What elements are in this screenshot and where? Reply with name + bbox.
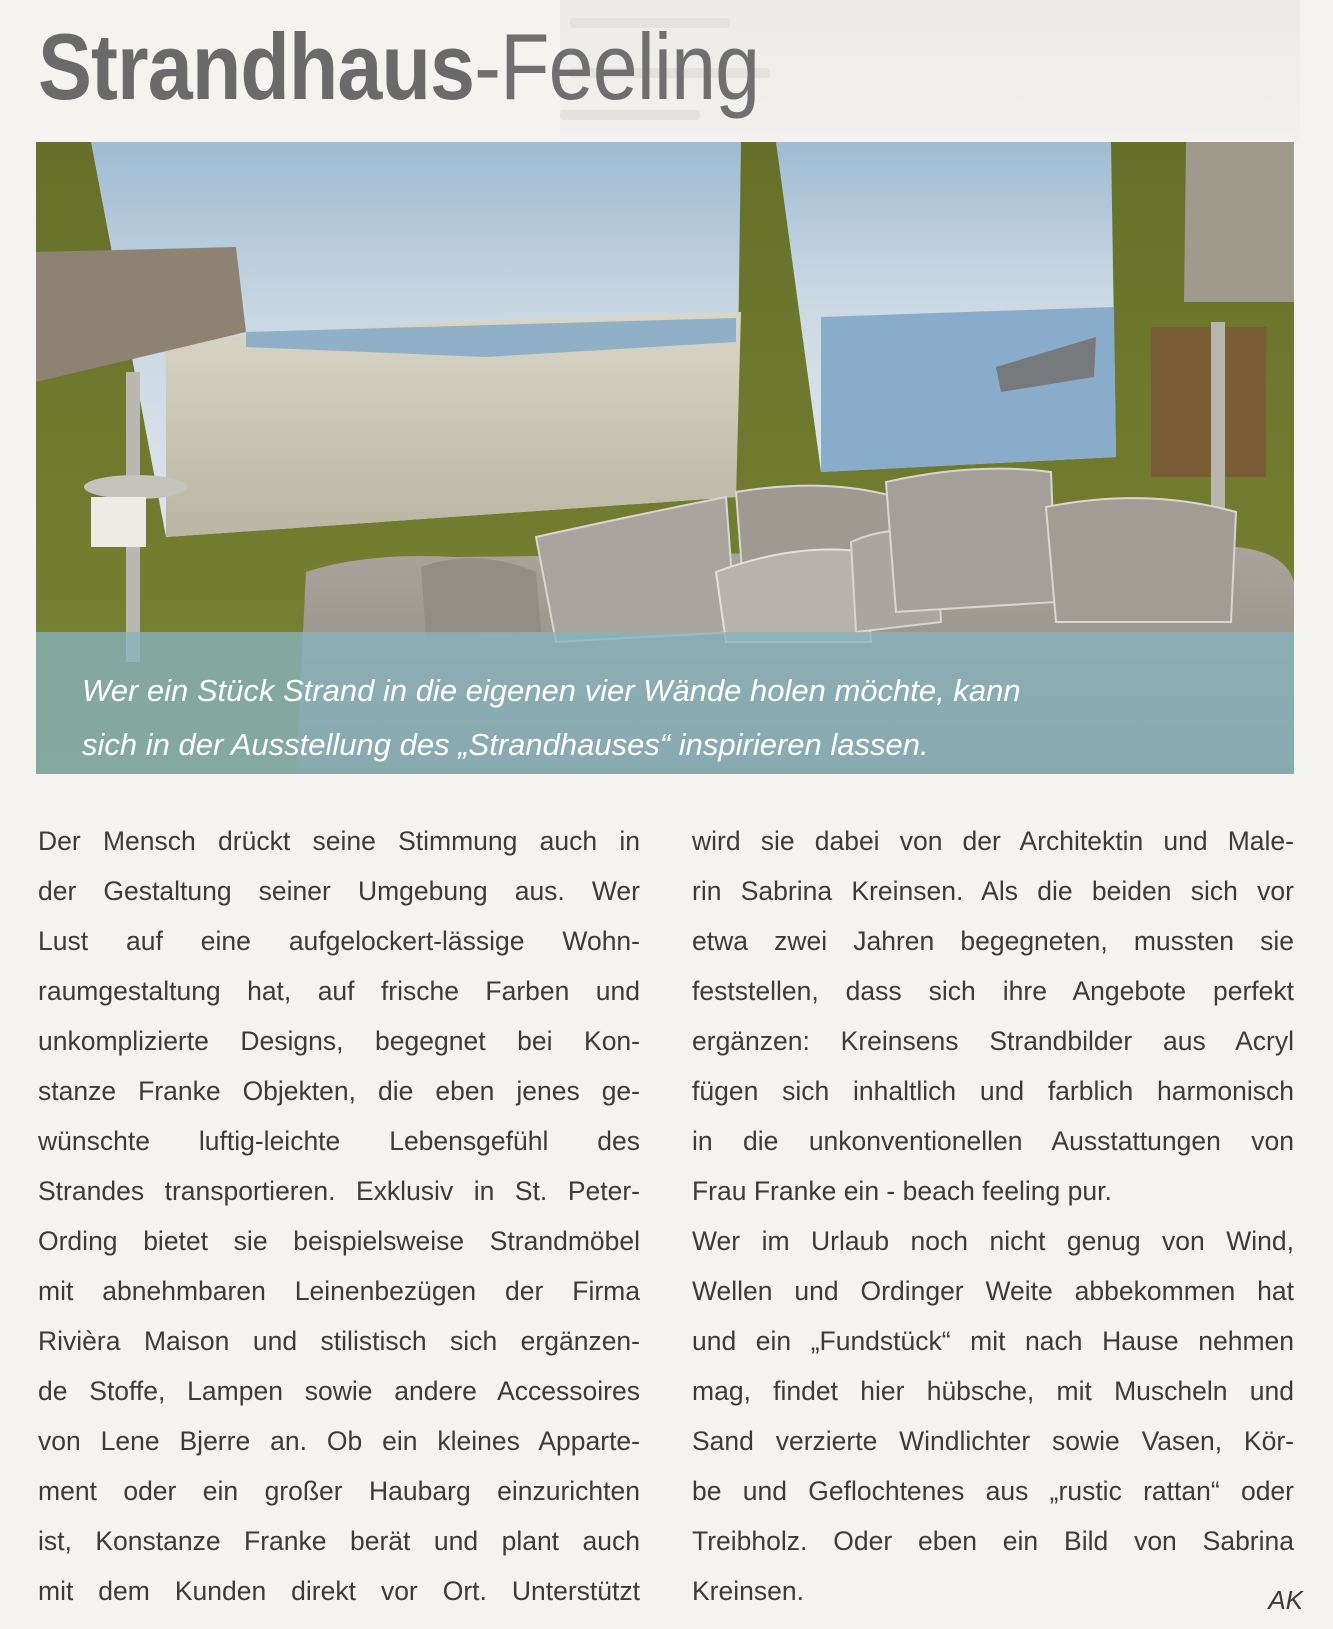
text-line: raumgestaltung hat, auf frische Farben und — [38, 976, 640, 1006]
text-line: fügen sich inhaltlich und farblich harmonisch — [692, 1076, 1294, 1106]
text-line: wünschte luftig-leichte Lebensgefühl des — [38, 1126, 640, 1156]
text-line: Ording bietet sie beispielsweise Strandmöbel — [38, 1226, 640, 1256]
article-body — [38, 816, 1294, 1616]
text-line: de Stoffe, Lampen sowie andere Accessoires — [38, 1376, 640, 1406]
text-line: ment oder ein großer Haubarg einzurichten — [38, 1476, 640, 1506]
article-photo — [36, 142, 1294, 774]
text-line: ist, Konstanze Franke berät und plant auch — [38, 1526, 640, 1556]
text-line: und ein „Fundstück“ mit nach Hause nehmen — [692, 1326, 1294, 1356]
text-line: rin Sabrina Kreinsen. Als die beiden sich vor — [692, 876, 1294, 906]
title-bold: Strandhaus — [38, 14, 475, 119]
cushion — [421, 558, 541, 637]
text-line: mit dem Kunden direkt vor Ort. Unterstützt — [38, 1576, 640, 1606]
text-line: Kreinsen. — [692, 1576, 804, 1606]
text-line: mag, findet hier hübsche, mit Muscheln und — [692, 1376, 1294, 1406]
author-initials: AK — [1268, 1585, 1303, 1615]
right-painting-sea — [821, 307, 1116, 472]
text-line: Der Mensch drückt seine Stimmung auch in — [38, 826, 640, 856]
text-line: unkomplizierte Designs, begegnet bei Kon- — [38, 1026, 640, 1056]
text-line: Lust auf eine aufgelockert-lässige Wohn- — [38, 926, 640, 956]
text-line: Treibholz. Oder eben ein Bild von Sabrina — [692, 1526, 1294, 1556]
photo-caption — [82, 664, 1262, 772]
lampshade-right — [1184, 142, 1294, 302]
article-title — [38, 12, 759, 122]
text-line: mit abnehmbaren Leinenbezügen der Firma — [38, 1276, 640, 1306]
text-line: von Lene Bjerre an. Ob ein kleines Apparte- — [38, 1426, 640, 1456]
cushion — [1046, 498, 1236, 622]
text-line: ergänzen: Kreinsens Strandbilder aus Acryl — [692, 1026, 1294, 1056]
text-line: etwa zwei Jahren begegneten, mussten sie — [692, 926, 1294, 956]
text-line: Wer im Urlaub noch nicht genug von Wind, — [692, 1226, 1294, 1256]
text-line: Sand verzierte Windlichter sowie Vasen, Kör- — [692, 1426, 1294, 1456]
text-line: be und Geflochtenes aus „rustic rattan“ oder — [692, 1476, 1294, 1506]
title-light: -Feeling — [474, 14, 760, 119]
caption-line: Wer ein Stück Strand in die eigenen vier Wände holen möchte, kann — [82, 673, 1021, 708]
text-line: wird sie dabei von der Architektin und Male- — [692, 826, 1294, 856]
text-line: in die unkonventionellen Ausstattungen von — [692, 1126, 1294, 1156]
wooden-crate — [1151, 327, 1266, 477]
text-line: Frau Franke ein - beach feeling pur. — [692, 1176, 1112, 1206]
lamp-tray — [84, 475, 188, 499]
cushion — [886, 469, 1056, 612]
caption-line: sich in der Ausstellung des „Strandhauses“ inspirieren lassen. — [82, 727, 929, 762]
text-line: Rivièra Maison und stilistisch sich ergänzen- — [38, 1326, 640, 1356]
text-line: Strandes transportieren. Exklusiv in St. Peter- — [38, 1176, 640, 1206]
cushion-lettered — [716, 550, 871, 643]
right-column — [692, 816, 1294, 1616]
price-tag — [91, 497, 146, 547]
text-line: feststellen, dass sich ihre Angebote perfekt — [692, 976, 1294, 1006]
text-line: stanze Franke Objekten, die eben jenes ge- — [38, 1076, 640, 1106]
text-line: Wellen und Ordinger Weite abbekommen hat — [692, 1276, 1294, 1306]
left-column — [38, 816, 640, 1616]
text-line: der Gestaltung seiner Umgebung aus. Wer — [38, 876, 640, 906]
